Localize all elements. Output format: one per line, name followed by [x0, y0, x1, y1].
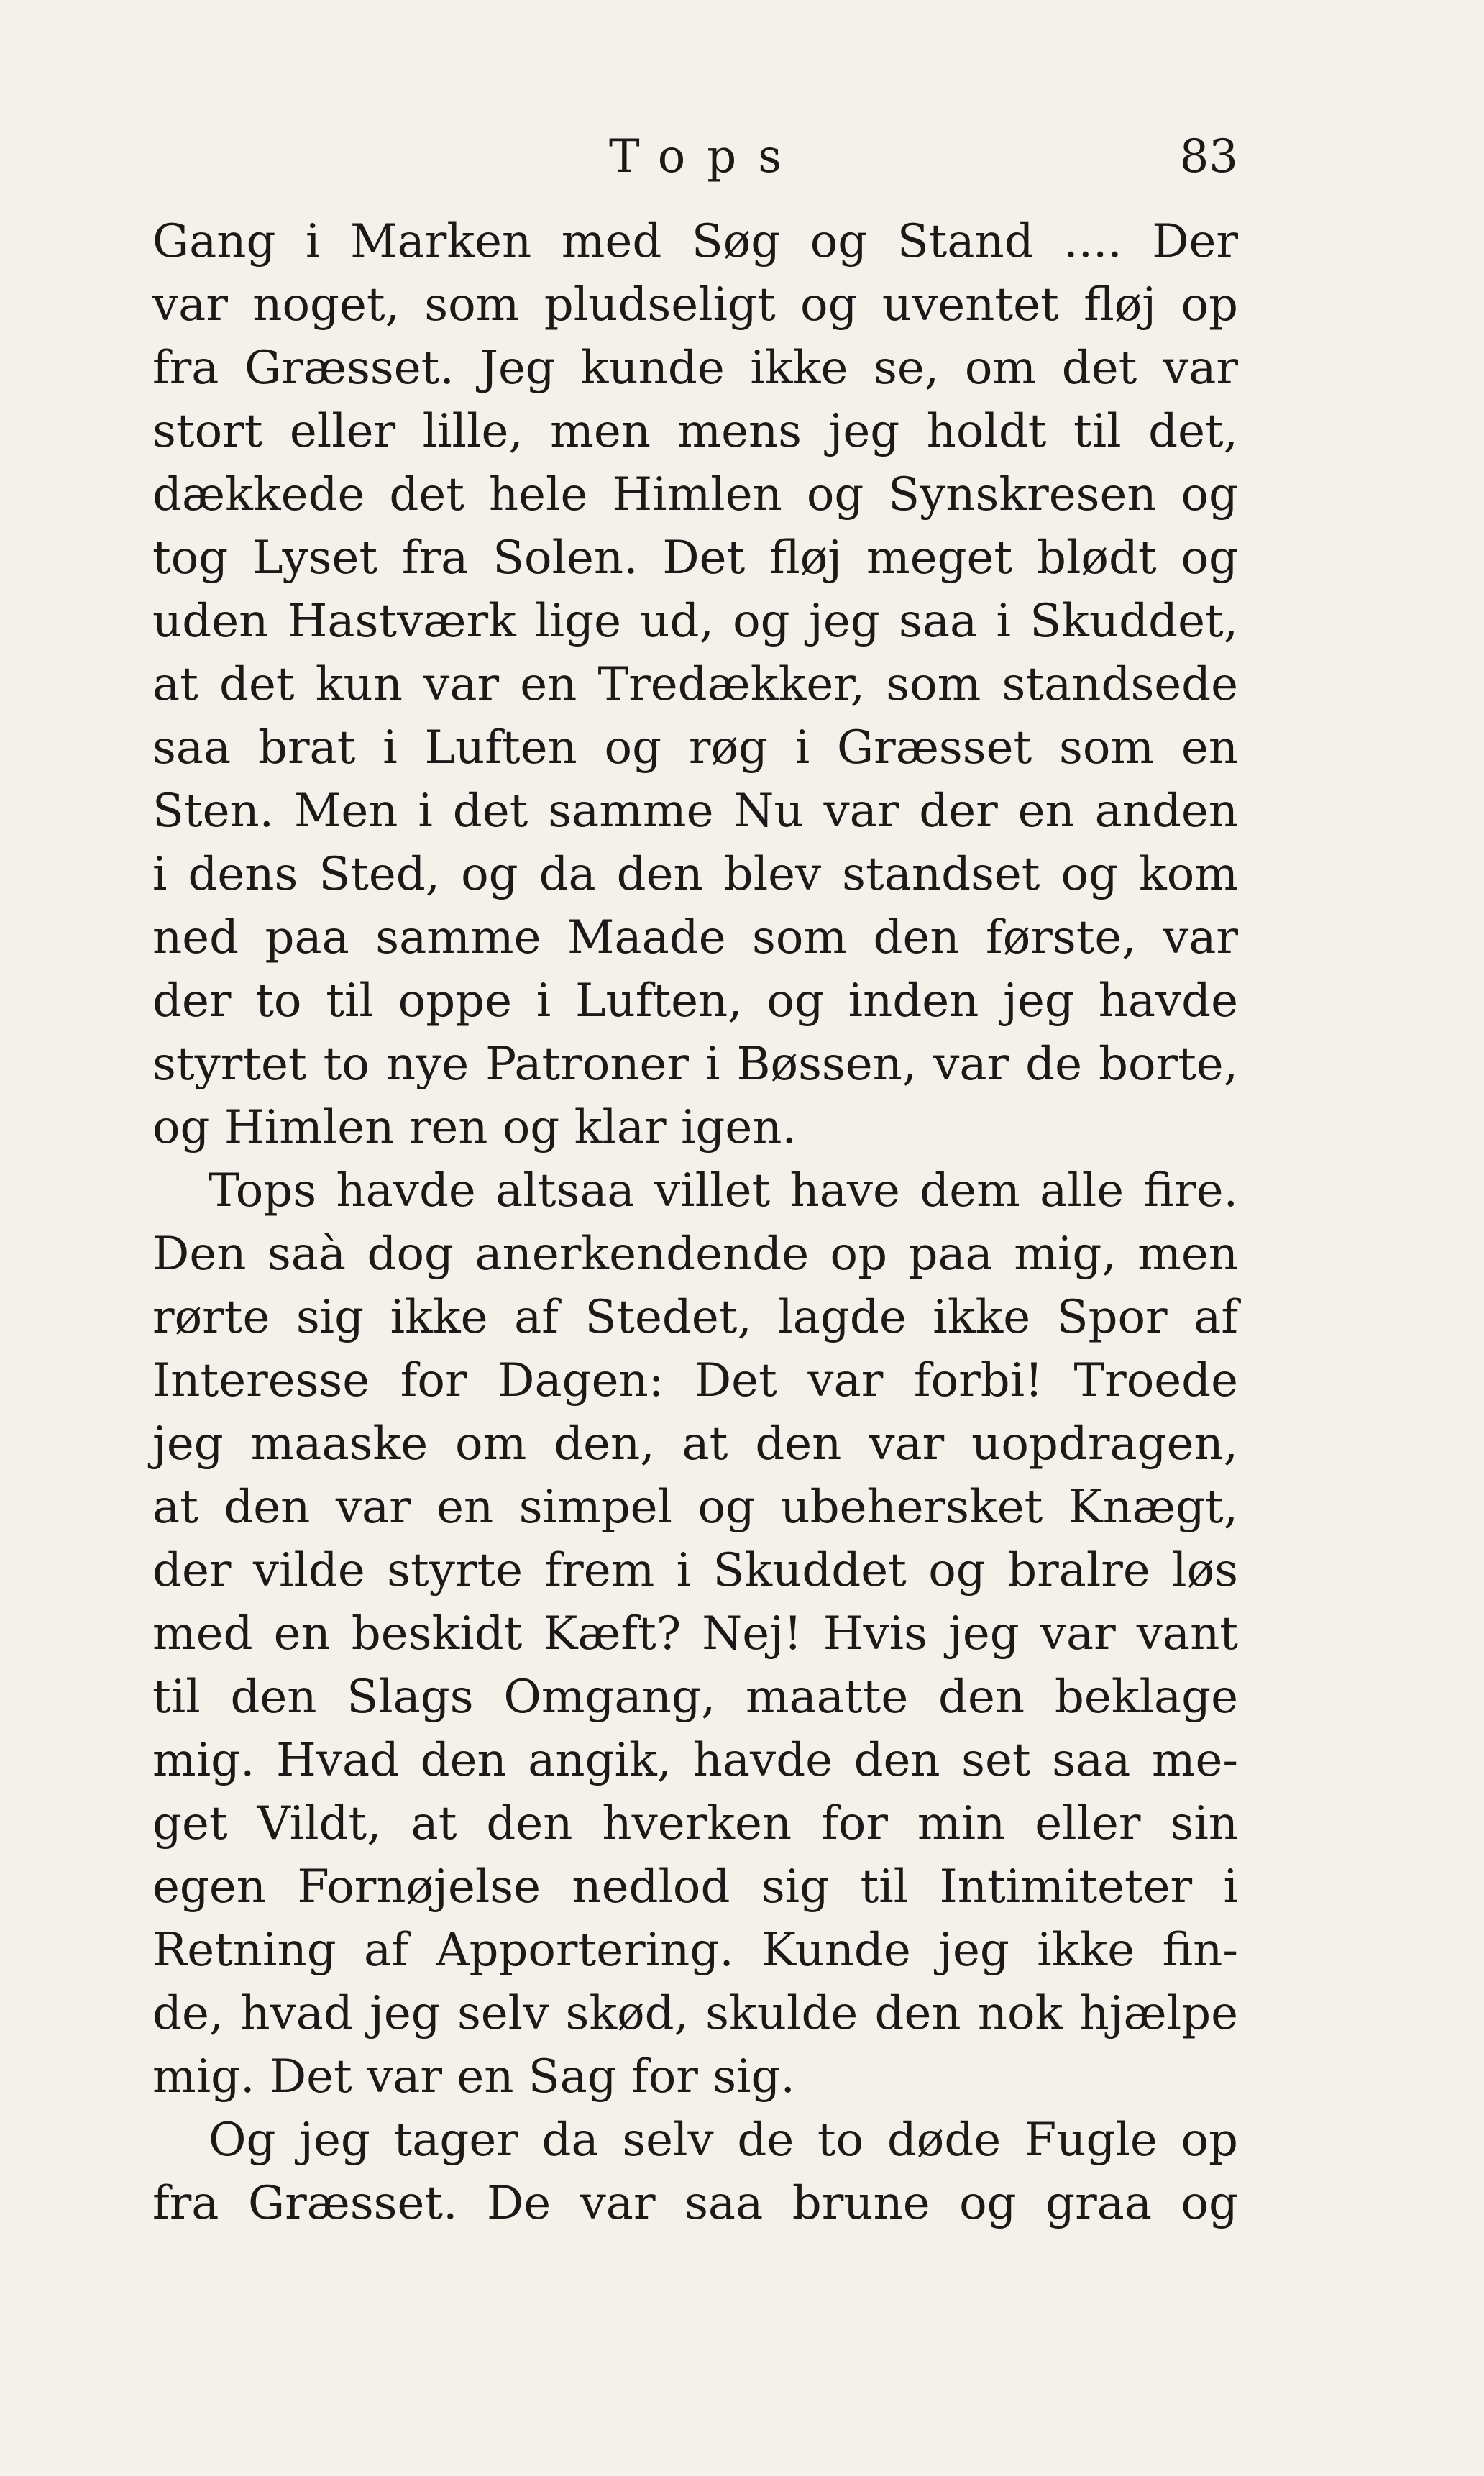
text-line: og Himlen ren og klar igen.	[152, 1101, 797, 1154]
page-header	[152, 121, 1238, 193]
text-line: var noget, som pludseligt og uventet fløj op	[152, 278, 1238, 332]
text-line: de, hvad jeg selv skød, skulde den nok hjælpe	[152, 1987, 1238, 2040]
text-line: stort eller lille, men mens jeg holdt til det,	[152, 405, 1238, 458]
text-line: i dens Sted, og da den blev standset og kom	[152, 848, 1238, 901]
text-line: Den saà dog anerkendende op paa mig, men	[152, 1228, 1238, 1281]
page-number: 83	[1179, 130, 1238, 183]
text-line: der to til oppe i Luften, og inden jeg havde	[152, 974, 1238, 1028]
text-line: fra Græsset. De var saa brune og graa og	[152, 2177, 1238, 2230]
text-line: Interesse for Dagen: Det var forbi! Troede	[152, 1354, 1238, 1407]
text-line: uden Hastværk lige ud, og jeg saa i Skuddet,	[152, 595, 1238, 648]
text-line: Tops havde altsaa villet have dem alle fire.	[209, 1164, 1238, 1218]
text-line: egen Fornøjelse nedlod sig til Intimiteter i	[152, 1860, 1238, 1914]
text-line: get Vildt, at den hverken for min eller sin	[152, 1797, 1238, 1850]
text-line: der vilde styrte frem i Skuddet og bralre løs	[152, 1544, 1238, 1597]
text-line: dækkede det hele Himlen og Synskresen og	[152, 468, 1238, 521]
text-line: styrtet to nye Patroner i Bøssen, var de borte,	[152, 1038, 1238, 1091]
running-title: Tops	[608, 130, 804, 183]
text-line: tog Lyset fra Solen. Det fløj meget blødt og	[152, 531, 1238, 585]
text-line: at den var en simpel og ubehersket Knægt,	[152, 1481, 1238, 1534]
text-line: at det kun var en Tredækker, som standsede	[152, 658, 1238, 711]
text-line: mig. Det var en Sag for sig.	[152, 2050, 795, 2103]
text-line: ned paa samme Maade som den første, var	[152, 911, 1238, 964]
text-line: med en beskidt Kæft? Nej! Hvis jeg var vant	[152, 1607, 1238, 1660]
text-line: mig. Hvad den angik, havde den set saa me-	[152, 1734, 1238, 1787]
text-line: saa brat i Luften og røg i Græsset som en	[152, 721, 1238, 775]
body-text	[152, 210, 1238, 2235]
text-line: Gang i Marken med Søg og Stand .... Der	[152, 215, 1238, 268]
text-line: Og jeg tager da selv de to døde Fugle op	[209, 2114, 1238, 2167]
text-line: til den Slags Omgang, maatte den beklage	[152, 1671, 1238, 1724]
text-line: rørte sig ikke af Stedet, lagde ikke Spor af	[152, 1291, 1238, 1344]
text-line: jeg maaske om den, at den var uopdragen,	[152, 1417, 1238, 1471]
text-line: Sten. Men i det samme Nu var der en anden	[152, 785, 1238, 838]
text-line: fra Græsset. Jeg kunde ikke se, om det var	[152, 342, 1238, 395]
text-line: Retning af Apportering. Kunde jeg ikke fin-	[152, 1924, 1238, 1977]
